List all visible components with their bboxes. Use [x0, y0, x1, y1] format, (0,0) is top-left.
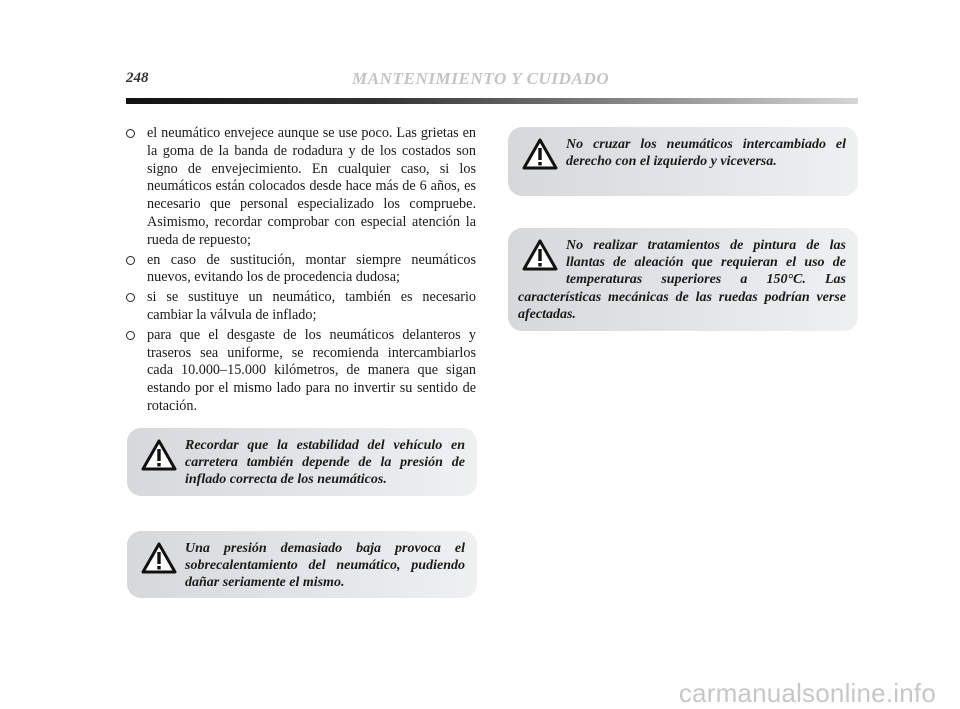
chapter-title: MANTENIMIENTO Y CUIDADO	[352, 69, 610, 88]
list-item	[126, 252, 476, 288]
watermark: carmanualsonline.info	[678, 678, 936, 708]
list-item-text: si se sustituye un neumático, también es necesario cambiar la válvula de inflado;	[147, 289, 476, 323]
warning-text: Recordar que la estabilidad del vehículo en carretera también depende de la presión de inflado correcta de los neumáticos.	[185, 438, 465, 488]
list-item-text: en caso de sustitución, montar siempre neumáticos nuevos, evitando los de procedencia dudosa;	[147, 251, 476, 286]
list-item-text: el neumático envejece aunque se use poco. Las grietas en la goma de la banda de rodadura y de los costados son signo de envejecimiento. En cualquier caso, si los neumáticos están colocados desde hace más de 6 años, es necesario que personal especializado los compruebe. Asimismo, recordar comprobar con especial atención la rueda de repuesto;	[147, 125, 476, 248]
list-item	[126, 125, 476, 250]
warning-box-no-paint	[508, 228, 858, 331]
warning-triangle-icon	[141, 439, 177, 471]
warning-triangle-icon	[522, 239, 558, 271]
warning-box-stability	[127, 428, 477, 496]
warning-text: No realizar tratamientos de pintura de las llantas de aleación que requieran el uso de temperaturas superiores a 150°C. Las características mecánicas de las ruedas podrían verse afectadas.	[518, 238, 846, 322]
warning-box-no-cross	[508, 127, 858, 196]
circle-bullet-icon	[126, 293, 135, 302]
warning-box-low-pressure	[127, 531, 477, 598]
warning-text: Una presión demasiado baja provoca el sobrecalentamiento del neumático, pudiendo dañar seriamente el mismo.	[185, 541, 465, 591]
list-item	[126, 327, 476, 416]
circle-bullet-icon	[126, 331, 135, 340]
bullet-list	[126, 125, 476, 418]
circle-bullet-icon	[126, 129, 135, 138]
warning-triangle-icon	[141, 542, 177, 574]
list-item-text: para que el desgaste de los neumáticos delanteros y traseros sea uniforme, se recomienda intercambiarlos cada 10.000–15.000 kilómetros, de manera que sigan estando por el mismo lado para no invertir su sentido de rotación.	[147, 326, 476, 414]
warning-text: No cruzar los neumáticos intercambiado el derecho con el izquierdo y viceversa.	[566, 137, 846, 170]
list-item	[126, 289, 476, 325]
page-number: 248	[126, 70, 149, 86]
header-rule	[126, 98, 858, 104]
circle-bullet-icon	[126, 256, 135, 265]
warning-triangle-icon	[522, 138, 558, 170]
